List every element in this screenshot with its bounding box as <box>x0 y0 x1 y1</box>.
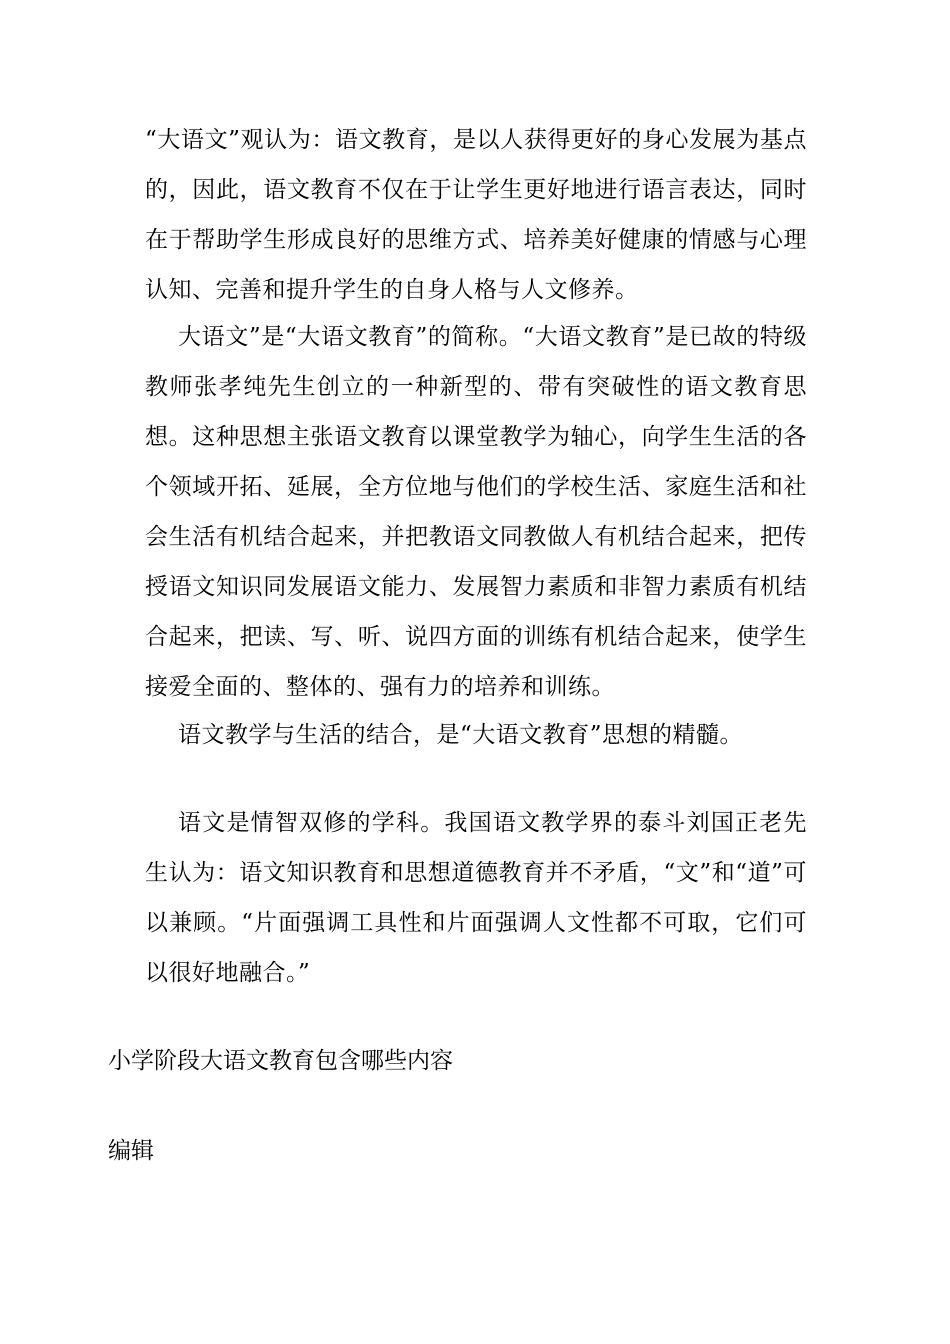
paragraph-dual-cultivation: 语文是情智双修的学科。我国语文教学界的泰斗刘国正老先生认为：语文知识教育和思想道德教育并不矛盾，“文”和“道”可以兼顾。“片面强调工具性和片面强调人文性都不可取，它们可以很好地融合。” <box>145 810 807 986</box>
edit-link[interactable]: 编辑 <box>108 1138 154 1164</box>
paragraph-essence: 语文教学与生活的结合，是“大语文教育”思想的精髓。 <box>178 722 744 748</box>
section-title: 小学阶段大语文教育包含哪些内容 <box>108 1048 453 1074</box>
paragraph-da-yuwen-definition: 大语文”是“大语文教育”的简称。“大语文教育”是已故的特级教师张孝纯先生创立的一种新型的、带有突破性的语文教育思想。这种思想主张语文教育以课堂教学为轴心，向学生生活的各个领域开拓、延展，全方位地与他们的学校生活、家庭生活和社会生活有机结合起来，并把教语文同教做人有机结合起来，把传授语文知识同发展语文能力、发展智力素质和非智力素质有机结合起来，把读、写、听、说四方面的训练有机结合起来，使学生接爱全面的、整体的、强有力的培养和训练。 <box>145 324 807 700</box>
paragraph-da-yuwen-view: “大语文”观认为：语文教育，是以人获得更好的身心发展为基点的，因此，语文教育不仅在于让学生更好地进行语言表达，同时在于帮助学生形成良好的思维方式、培养美好健康的情感与心理认知、完善和提升学生的自身人格与人文修养。 <box>145 127 807 303</box>
